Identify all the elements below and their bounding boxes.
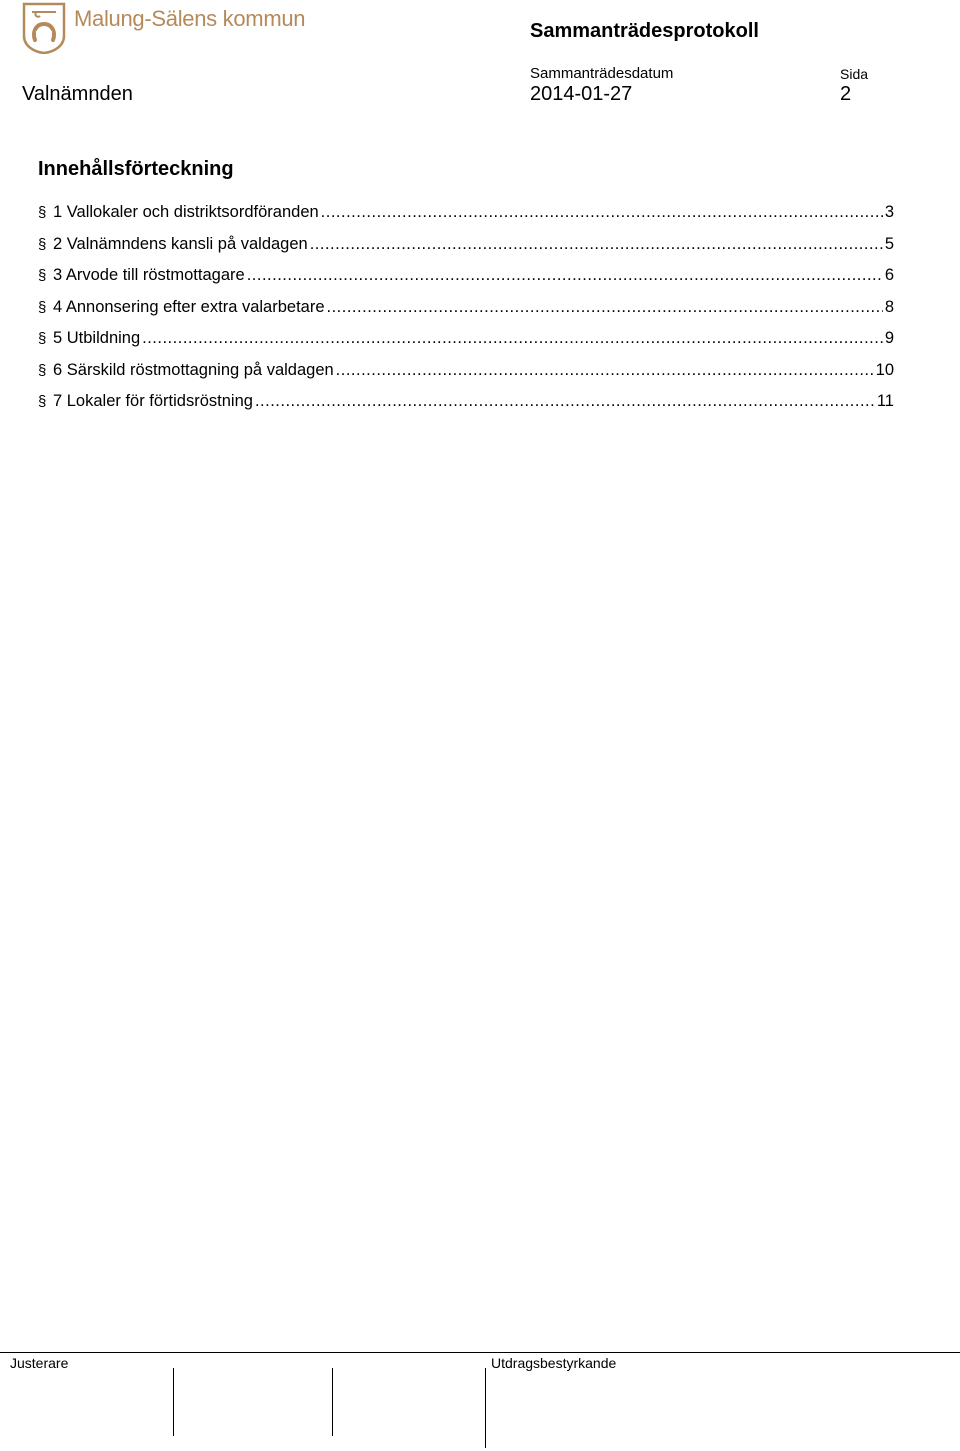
committee-name: Valnämnden bbox=[22, 83, 133, 105]
dot-leader bbox=[255, 392, 875, 411]
toc-entry[interactable] bbox=[38, 298, 894, 330]
dot-leader bbox=[247, 266, 883, 285]
municipality-name: Malung-Sälens kommun bbox=[74, 6, 306, 31]
toc-entry-page: 9 bbox=[884, 329, 894, 347]
section-icon: § bbox=[38, 330, 47, 347]
footer-divider bbox=[0, 1352, 960, 1353]
municipality-logo bbox=[22, 2, 305, 54]
toc-entry-page: 8 bbox=[884, 297, 894, 316]
signature-box-divider bbox=[332, 1368, 333, 1436]
toc-entry[interactable] bbox=[38, 329, 894, 361]
extract-certification-label: Utdragsbestyrkande bbox=[491, 1355, 617, 1371]
signature-box-divider bbox=[173, 1368, 174, 1436]
section-icon: § bbox=[38, 235, 47, 253]
toc-entry-page: 5 bbox=[884, 234, 894, 253]
section-icon: § bbox=[38, 298, 47, 316]
dot-leader bbox=[336, 361, 874, 380]
toc-entry-title: 6 Särskild röstmottagning på valdagen bbox=[53, 360, 334, 379]
section-icon: § bbox=[38, 204, 47, 221]
dot-leader bbox=[142, 329, 883, 348]
coat-of-arms-horseshoe-icon bbox=[22, 2, 66, 54]
toc-entry-page: 11 bbox=[876, 392, 894, 410]
signature-box-divider bbox=[485, 1368, 486, 1448]
toc-entry-page: 10 bbox=[875, 360, 894, 379]
toc-entry-title: 1 Vallokaler och distriktsordföranden bbox=[53, 203, 319, 221]
document-type-title: Sammanträdesprotokoll bbox=[530, 20, 759, 42]
toc-entry-title: 2 Valnämndens kansli på valdagen bbox=[53, 234, 308, 253]
toc-entry-page: 6 bbox=[884, 266, 894, 284]
toc-entry[interactable] bbox=[38, 203, 894, 235]
dot-leader bbox=[310, 235, 883, 254]
toc-entry[interactable] bbox=[38, 235, 894, 267]
toc-entry-page: 3 bbox=[884, 203, 894, 221]
toc-list bbox=[38, 203, 894, 424]
section-icon: § bbox=[38, 267, 47, 284]
meeting-date-value: 2014-01-27 bbox=[530, 83, 633, 105]
dot-leader bbox=[327, 298, 883, 317]
toc-entry[interactable] bbox=[38, 361, 894, 393]
toc-entry-title: 5 Utbildning bbox=[53, 329, 141, 347]
meeting-date-label: Sammanträdesdatum bbox=[530, 65, 674, 82]
page-number-label: Sida bbox=[840, 66, 869, 82]
adjuster-label: Justerare bbox=[10, 1355, 69, 1371]
toc-entry[interactable] bbox=[38, 392, 894, 424]
page-number-value: 2 bbox=[840, 83, 852, 105]
dot-leader bbox=[321, 203, 883, 222]
toc-entry[interactable] bbox=[38, 266, 894, 298]
toc-heading: Innehållsförteckning bbox=[38, 158, 234, 180]
toc-entry-title: 4 Annonsering efter extra valarbetare bbox=[53, 297, 325, 316]
toc-entry-title: 7 Lokaler för förtidsröstning bbox=[53, 392, 253, 410]
section-icon: § bbox=[38, 361, 47, 379]
section-icon: § bbox=[38, 393, 47, 410]
toc-entry-title: 3 Arvode till röstmottagare bbox=[53, 266, 245, 284]
